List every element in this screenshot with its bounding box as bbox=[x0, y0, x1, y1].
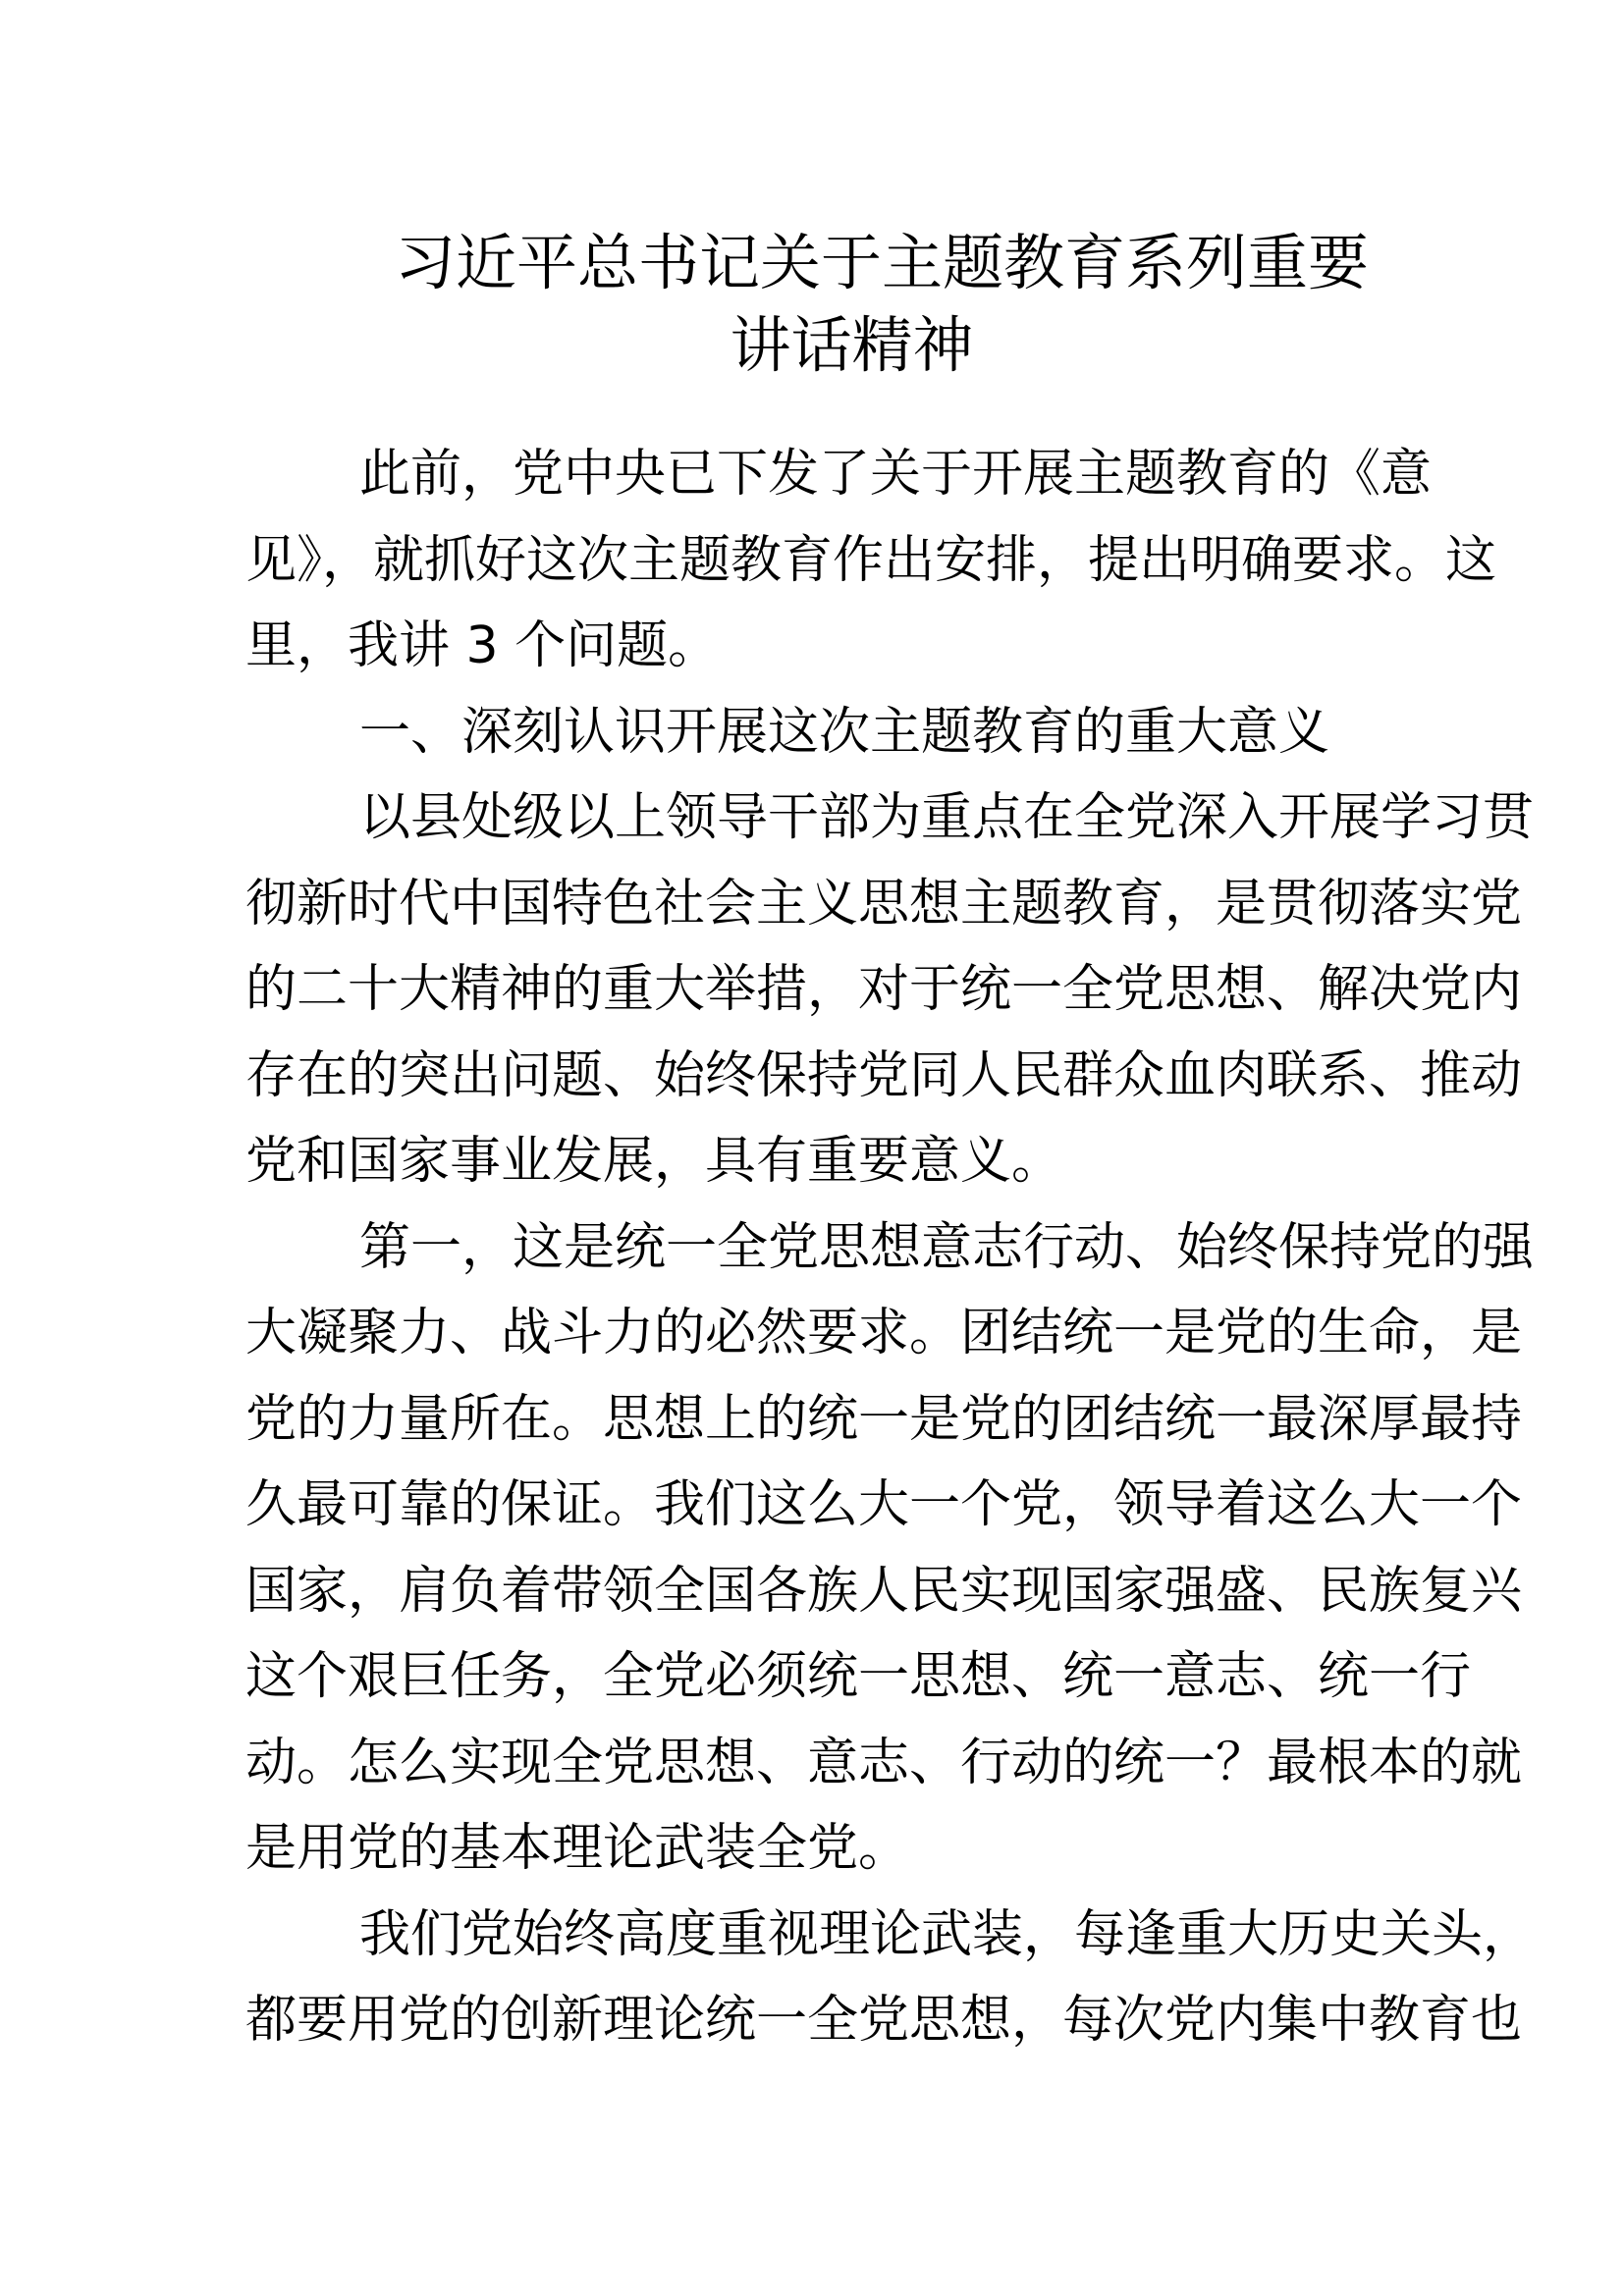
text-line: 的二十大精神的重大举措，对于统一全党思想、解决党内 bbox=[245, 960, 1523, 1019]
paragraph bbox=[245, 1893, 1535, 2064]
text-line: 一、深刻认识开展这次主题教育的重大意义 bbox=[359, 702, 1330, 762]
text-line: 第一，这是统一全党思想意志行动、始终保持党的强 bbox=[359, 1217, 1535, 1277]
text-line: 此前，党中央已下发了关于开展主题教育的《意 bbox=[359, 445, 1433, 504]
section-heading bbox=[245, 690, 1384, 776]
text-line: 党和国家事业发展，具有重要意义。 bbox=[245, 1132, 1063, 1191]
paragraph bbox=[245, 432, 1497, 690]
text-line: 以县处级以上领导干部为重点在全党深入开展学习贯 bbox=[359, 788, 1535, 847]
title-line-2: 讲话精神 bbox=[730, 309, 974, 381]
text-line: 这个艰巨任务，全党必须统一思想、统一意志、统一行 bbox=[245, 1647, 1472, 1706]
text-line: 存在的突出问题、始终保持党同人民群众血肉联系、推动 bbox=[245, 1045, 1523, 1105]
text-line: 彻新时代中国特色社会主义思想主题教育，是贯彻落实党 bbox=[245, 874, 1523, 934]
document-body bbox=[245, 432, 1535, 2064]
text-line: 见》，就抓好这次主题教育作出安排，提出明确要求。这 bbox=[245, 530, 1497, 590]
text-line: 里，我讲 3 个问题。 bbox=[245, 616, 720, 675]
text-line: 我们党始终高度重视理论武装，每逢重大历史关头， bbox=[359, 1904, 1535, 1964]
text-line: 是用党的基本理论武装全党。 bbox=[245, 1819, 910, 1878]
document-title bbox=[245, 222, 1384, 387]
paragraph bbox=[245, 1205, 1535, 1893]
text-line: 久最可靠的保证。我们这么大一个党，领导着这么大一个 bbox=[245, 1475, 1523, 1534]
text-line: 党的力量所在。思想上的统一是党的团结统一最深厚最持 bbox=[245, 1389, 1523, 1449]
text-line: 都要用党的创新理论统一全党思想，每次党内集中教育也 bbox=[245, 1991, 1523, 2050]
text-line: 动。怎么实现全党思想、意志、行动的统一？最根本的就 bbox=[245, 1733, 1523, 1792]
text-line: 国家，肩负着带领全国各族人民实现国家强盛、民族复兴 bbox=[245, 1561, 1523, 1621]
title-line-1: 习近平总书记关于主题教育系列重要 bbox=[395, 227, 1370, 298]
text-line: 大凝聚力、战斗力的必然要求。团结统一是党的生命，是 bbox=[245, 1304, 1523, 1362]
paragraph bbox=[245, 775, 1535, 1205]
